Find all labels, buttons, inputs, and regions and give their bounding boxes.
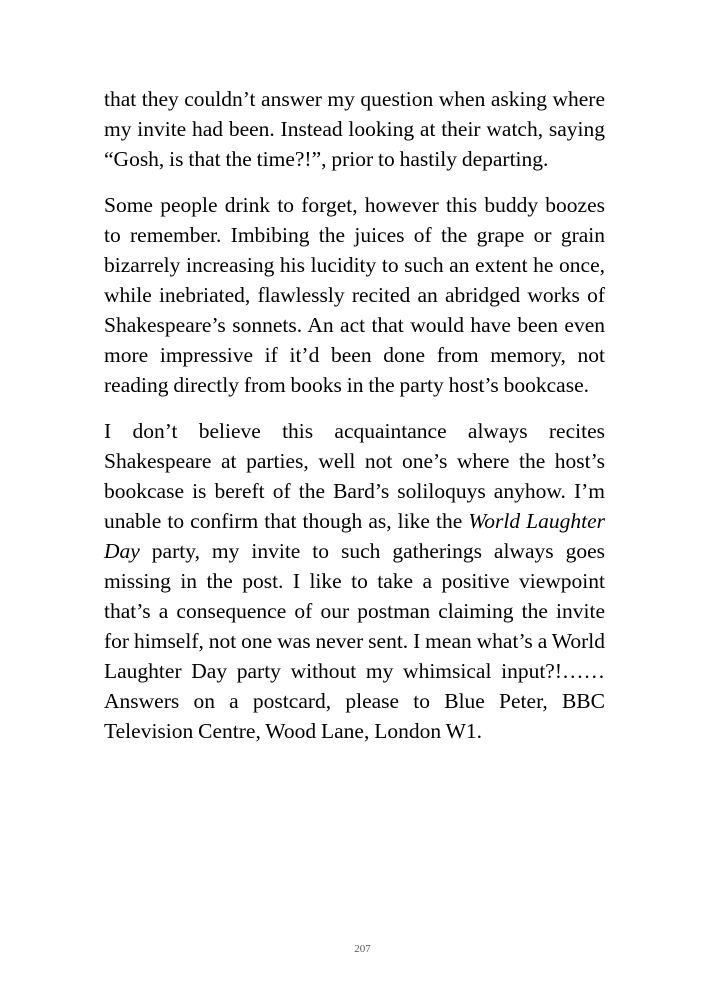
paragraph-2-text: Some people drink to forget, however this buddy boozes to remember. Imbibing the juices of the grape or grain bizarrely increasing his lucidity to such an extent he once, while inebriated, flawlessly recited an abridged works of Shakespeare’s sonnets. An act that would have been even more impressive if it’d been done from memory, not reading directly from books in the party host’s bookcase. [104,193,605,397]
paragraph-2 [104,190,605,400]
page-number: 207 [354,943,371,955]
paragraph-3-text-end: party, my invite to such gatherings always goes missing in the post. I like to take a positive viewpoint that’s a consequence of our postman claiming the invite for himself, not one was never sent. I mean what’s a World Laughter Day party without my whimsical input?!…… Answers on a postcard, please to Blue Peter, BBC Television Centre, Wood Lane, London W1. [104,539,605,743]
paragraph-1 [104,84,605,174]
paragraph-3-text-start: I don’t believe this acquaintance always recites Shakespeare at parties, well not one’s where the host’s bookcase is bereft of the Bard’s soliloquys anyhow. I’m unable to confirm that though as, like the [104,419,605,533]
paragraph-3 [104,416,605,746]
paragraph-1-text: that they couldn’t answer my question when asking where my invite had been. Instead looking at their watch, saying “Gosh, is that the time?!”, prior to hastily departing. [104,87,605,171]
page-body [104,84,605,762]
world-laughter-day-italic: World Laughter Day [104,509,605,563]
